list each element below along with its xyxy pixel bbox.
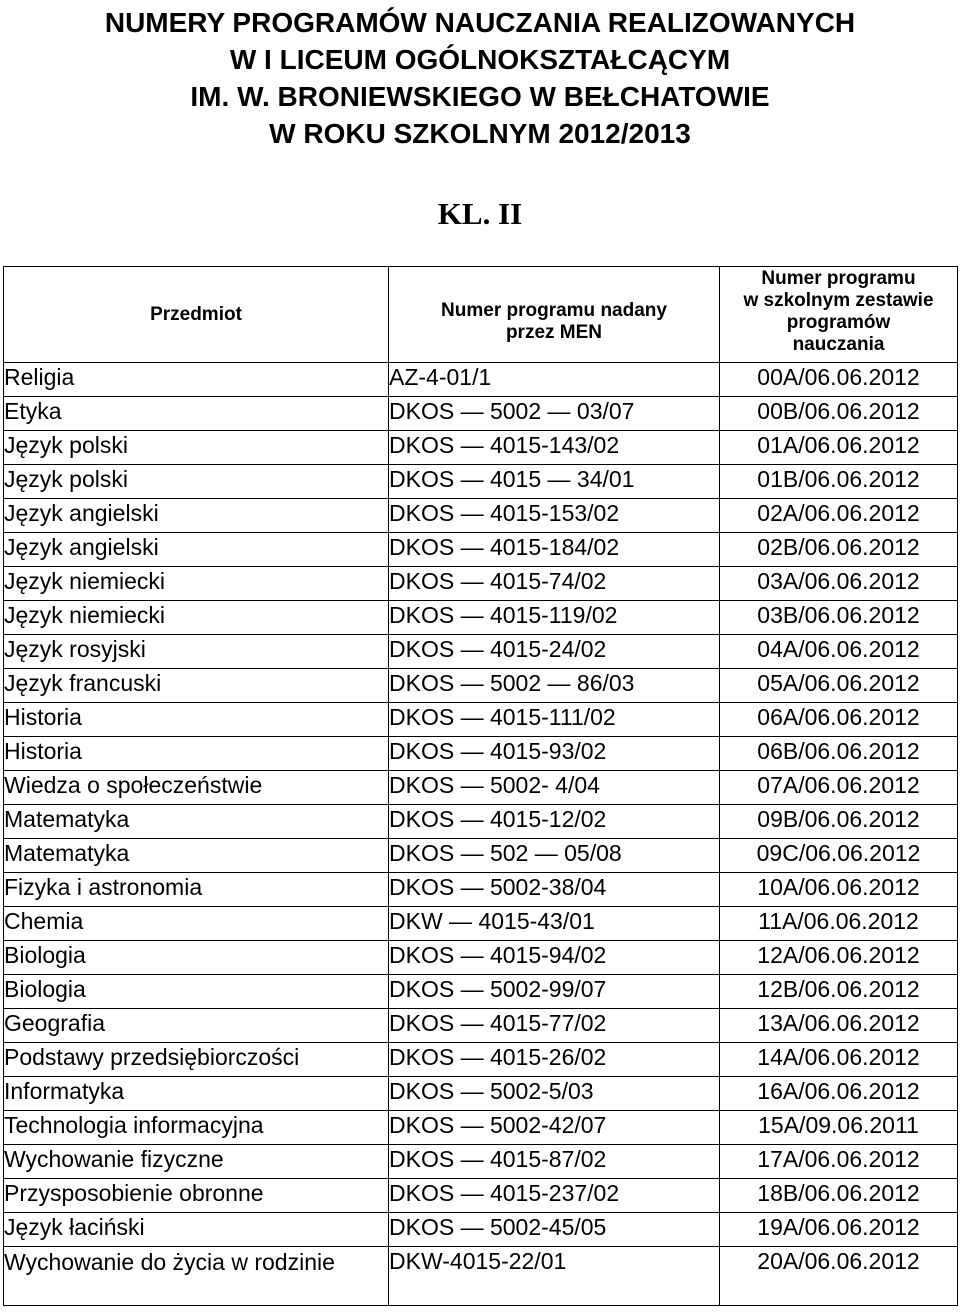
cell-men-number: DKOS — 4015-153/02 <box>389 499 720 533</box>
table-row <box>4 499 958 533</box>
cell-school-number: 04A/06.06.2012 <box>720 635 958 669</box>
table-row <box>4 431 958 465</box>
class-label: KL. II <box>437 196 523 231</box>
cell-men-number: DKOS — 5002-99/07 <box>389 975 720 1009</box>
cell-school-number: 09B/06.06.2012 <box>720 805 958 839</box>
cell-subject: Język polski <box>4 465 389 499</box>
cell-school-number: 02B/06.06.2012 <box>720 533 958 567</box>
table-row <box>4 805 958 839</box>
table-row <box>4 567 958 601</box>
table-row <box>4 1179 958 1213</box>
table-row <box>4 1009 958 1043</box>
cell-men-number: DKOS — 4015-24/02 <box>389 635 720 669</box>
cell-school-number: 13A/06.06.2012 <box>720 1009 958 1043</box>
cell-subject: Fizyka i astronomia <box>4 873 389 907</box>
cell-school-number: 14A/06.06.2012 <box>720 1043 958 1077</box>
cell-school-number: 00A/06.06.2012 <box>720 363 958 397</box>
header-school-number-line2: w szkolnym zestawie <box>743 290 934 311</box>
cell-men-number: DKOS — 5002 — 03/07 <box>389 397 720 431</box>
cell-subject: Język niemiecki <box>4 601 389 635</box>
programs-table <box>3 266 958 1306</box>
header-school-number <box>720 267 958 363</box>
cell-men-number: DKW-4015-22/01 <box>389 1247 720 1306</box>
cell-subject: Biologia <box>4 975 389 1009</box>
cell-subject: Matematyka <box>4 839 389 873</box>
cell-men-number: DKOS — 4015-111/02 <box>389 703 720 737</box>
cell-subject: Język francuski <box>4 669 389 703</box>
cell-men-number: DKOS — 4015-74/02 <box>389 567 720 601</box>
header-school-number-line1: Numer programu <box>761 268 916 289</box>
cell-men-number: DKOS — 4015 — 34/01 <box>389 465 720 499</box>
cell-men-number: DKOS — 4015-26/02 <box>389 1043 720 1077</box>
cell-subject: Język łaciński <box>4 1213 389 1247</box>
header-subject <box>4 267 389 363</box>
cell-subject: Biologia <box>4 941 389 975</box>
table-row <box>4 771 958 805</box>
cell-subject: Geografia <box>4 1009 389 1043</box>
cell-school-number: 09C/06.06.2012 <box>720 839 958 873</box>
table-row <box>4 465 958 499</box>
cell-subject: Chemia <box>4 907 389 941</box>
title-line-2: W I LICEUM OGÓLNOKSZTAŁCĄCYM <box>229 44 731 75</box>
document-title <box>0 4 960 152</box>
cell-subject: Wychowanie do życia w rodzinie <box>4 1247 389 1306</box>
cell-school-number: 16A/06.06.2012 <box>720 1077 958 1111</box>
cell-subject: Technologia informacyjna <box>4 1111 389 1145</box>
cell-school-number: 12A/06.06.2012 <box>720 941 958 975</box>
cell-men-number: DKOS — 4015-119/02 <box>389 601 720 635</box>
cell-school-number: 01A/06.06.2012 <box>720 431 958 465</box>
cell-men-number: DKOS — 5002-5/03 <box>389 1077 720 1111</box>
cell-men-number: DKOS — 4015-77/02 <box>389 1009 720 1043</box>
cell-school-number: 07A/06.06.2012 <box>720 771 958 805</box>
table-row <box>4 907 958 941</box>
table-row <box>4 635 958 669</box>
cell-men-number: DKOS — 4015-12/02 <box>389 805 720 839</box>
cell-men-number: DKW — 4015-43/01 <box>389 907 720 941</box>
cell-subject: Matematyka <box>4 805 389 839</box>
cell-school-number: 01B/06.06.2012 <box>720 465 958 499</box>
cell-school-number: 02A/06.06.2012 <box>720 499 958 533</box>
cell-school-number: 17A/06.06.2012 <box>720 1145 958 1179</box>
table-row <box>4 703 958 737</box>
cell-men-number: DKOS — 4015-237/02 <box>389 1179 720 1213</box>
header-men-number <box>389 267 720 363</box>
table-row <box>4 839 958 873</box>
table-row <box>4 1145 958 1179</box>
cell-subject: Etyka <box>4 397 389 431</box>
table-row <box>4 941 958 975</box>
header-school-number-line4: nauczania <box>792 334 885 355</box>
cell-men-number: DKOS — 5002-45/05 <box>389 1213 720 1247</box>
cell-subject: Język rosyjski <box>4 635 389 669</box>
cell-school-number: 19A/06.06.2012 <box>720 1213 958 1247</box>
table-row <box>4 737 958 771</box>
cell-men-number: AZ-4-01/1 <box>389 363 720 397</box>
cell-subject: Historia <box>4 737 389 771</box>
cell-school-number: 05A/06.06.2012 <box>720 669 958 703</box>
cell-subject: Język polski <box>4 431 389 465</box>
cell-men-number: DKOS — 5002-38/04 <box>389 873 720 907</box>
cell-men-number: DKOS — 4015-93/02 <box>389 737 720 771</box>
header-men-number-line1: Numer programu nadany <box>441 299 667 321</box>
cell-school-number: 10A/06.06.2012 <box>720 873 958 907</box>
cell-school-number: 11A/06.06.2012 <box>720 907 958 941</box>
table-row <box>4 397 958 431</box>
table-body <box>4 363 958 1306</box>
cell-subject: Język angielski <box>4 499 389 533</box>
table-row <box>4 533 958 567</box>
cell-subject: Historia <box>4 703 389 737</box>
title-line-1: NUMERY PROGRAMÓW NAUCZANIA REALIZOWANYCH <box>104 7 856 38</box>
cell-school-number: 15A/09.06.2011 <box>720 1111 958 1145</box>
cell-subject: Wychowanie fizyczne <box>4 1145 389 1179</box>
cell-subject: Podstawy przedsiębiorczości <box>4 1043 389 1077</box>
cell-subject: Religia <box>4 363 389 397</box>
table-row <box>4 669 958 703</box>
cell-men-number: DKOS — 4015-94/02 <box>389 941 720 975</box>
table-row <box>4 873 958 907</box>
cell-school-number: 20A/06.06.2012 <box>720 1247 958 1306</box>
title-line-3: IM. W. BRONIEWSKIEGO W BEŁCHATOWIE <box>190 81 770 112</box>
cell-subject: Informatyka <box>4 1077 389 1111</box>
table-row <box>4 1247 958 1306</box>
cell-men-number: DKOS — 4015-184/02 <box>389 533 720 567</box>
cell-subject: Język niemiecki <box>4 567 389 601</box>
cell-subject: Wiedza o społeczeństwie <box>4 771 389 805</box>
header-school-number-line3: programów <box>786 312 891 333</box>
cell-school-number: 03B/06.06.2012 <box>720 601 958 635</box>
table-row <box>4 1077 958 1111</box>
table-row <box>4 1111 958 1145</box>
table-row <box>4 363 958 397</box>
cell-subject: Przysposobienie obronne <box>4 1179 389 1213</box>
cell-men-number: DKOS — 5002 — 86/03 <box>389 669 720 703</box>
header-men-number-line2: przez MEN <box>505 321 603 343</box>
header-subject-label: Przedmiot <box>150 303 242 325</box>
cell-men-number: DKOS — 4015-87/02 <box>389 1145 720 1179</box>
cell-school-number: 12B/06.06.2012 <box>720 975 958 1009</box>
table-header-row <box>4 267 958 363</box>
title-line-4: W ROKU SZKOLNYM 2012/2013 <box>269 118 691 149</box>
table-row <box>4 975 958 1009</box>
cell-subject: Język angielski <box>4 533 389 567</box>
cell-school-number: 06B/06.06.2012 <box>720 737 958 771</box>
cell-men-number: DKOS — 4015-143/02 <box>389 431 720 465</box>
table-row <box>4 1213 958 1247</box>
cell-men-number: DKOS — 502 — 05/08 <box>389 839 720 873</box>
cell-school-number: 03A/06.06.2012 <box>720 567 958 601</box>
table-row <box>4 1043 958 1077</box>
cell-school-number: 18B/06.06.2012 <box>720 1179 958 1213</box>
cell-school-number: 06A/06.06.2012 <box>720 703 958 737</box>
cell-men-number: DKOS — 5002-42/07 <box>389 1111 720 1145</box>
table-row <box>4 601 958 635</box>
cell-school-number: 00B/06.06.2012 <box>720 397 958 431</box>
cell-men-number: DKOS — 5002- 4/04 <box>389 771 720 805</box>
